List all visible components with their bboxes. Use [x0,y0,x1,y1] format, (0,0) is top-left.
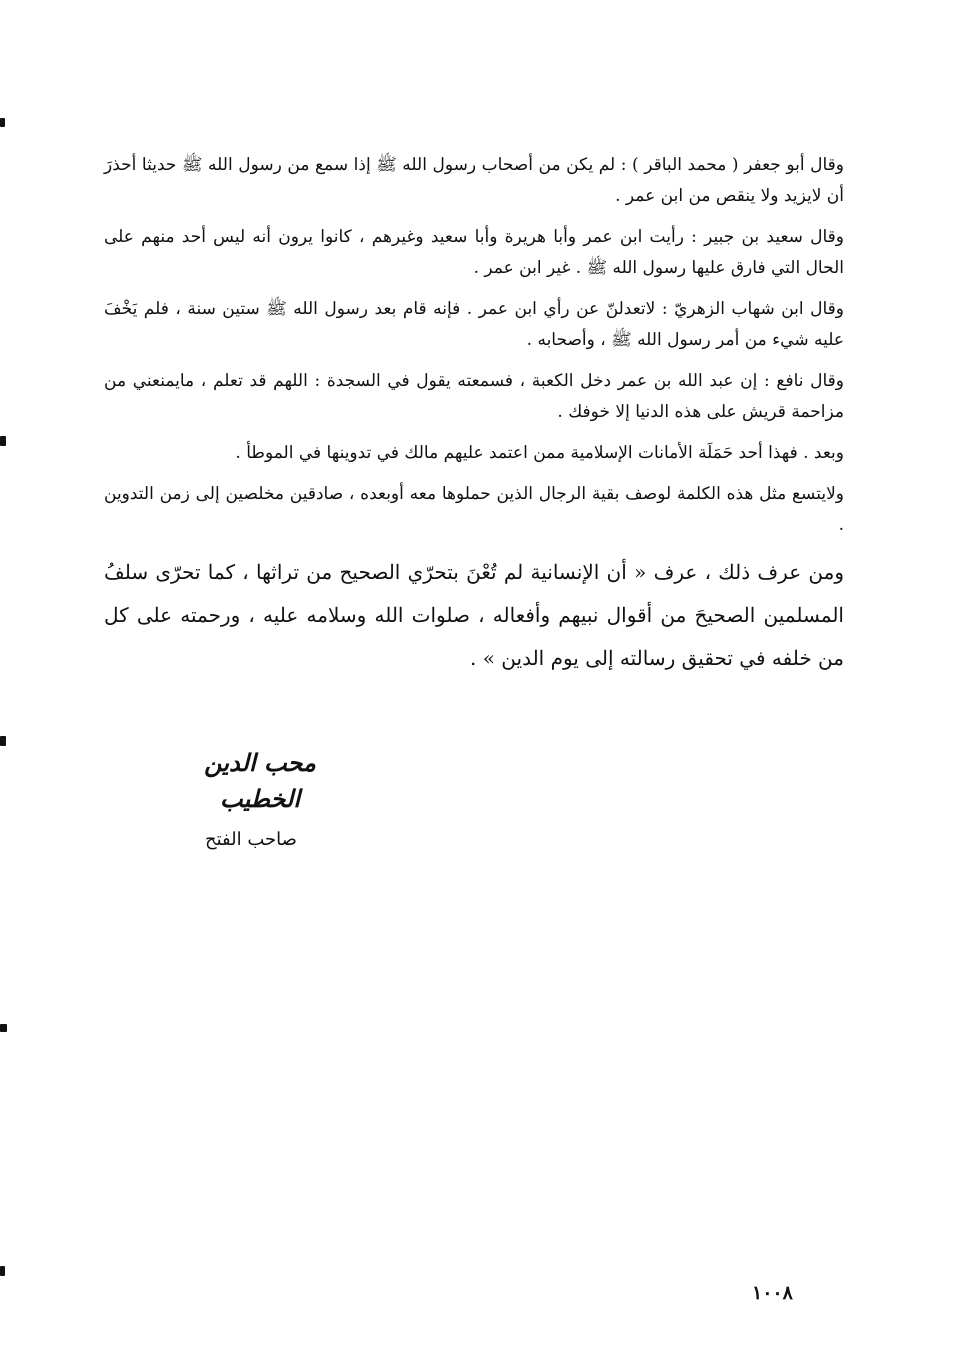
paragraph-ibn-shihab: وقال ابن شهاب الزهريّ : لاتعدلنّ عن رأي ابن عمر . فإنه قام بعد رسول الله ﷺ ستين سنة ، فلم يَخْفَ عليه شيء من أمر رسول الله ﷺ ، وأصحابه . [104,299,844,350]
paragraph-wa-bad: وبعد . فهذا أحد حَمَلَة الأمانات الإسلامية ممن اعتمد عليهم مالك في تدوينها في الموطأ . [235,443,844,463]
paragraph-abu-jafar: وقال أبو جعفر ( محمد الباقر ) : لم يكن من أصحاب رسول الله ﷺ إذا سمع من رسول الله ﷺ حديثا أحذرَ أن لايزيد ولا ينقص من ابن عمر . [104,155,844,206]
paragraph-nafi: وقال نافع : إن عبد الله بن عمر دخل الكعبة ، فسمعته يقول في السجدة : اللهم قد تعلم ، مايمنعني من مزاحمة قريش على هذه الدنيا إلا خوفك . [104,371,844,422]
scan-edge-mark [0,118,5,127]
signature-name: محب الدين الخطيب [204,748,316,813]
closing-paragraph: ومن عرف ذلك ، عرف « أن الإنسانية لم تُعْنَ بتحرّي الصحيح من تراثها ، كما تحرّى سلفُ المسلمين الصحيحَ من أقوال نبيهم وأفعاله ، صلوات الله وسلامه عليه ، ورحمته على كل من خلفه في تحقيق رسالته إلى يوم الدين » . [104,560,844,670]
paragraph-la-yattasi: ولايتسع مثل هذه الكلمة لوصف بقية الرجال الذين حملوها معه أوبعده ، صادقين مخلصين إلى زمن التدوين . [104,484,844,535]
body-text [104,150,844,680]
scan-edge-mark [0,736,6,746]
scan-edge-mark [0,1266,5,1276]
scan-edge-mark [0,1024,7,1032]
signature-block [175,745,345,855]
page-number: ١٠٠٨ [752,1282,793,1304]
scan-edge-mark [0,436,6,446]
signature-title: صاحب الفتح [205,829,297,850]
paragraph-said-ibn-jubayr: وقال سعيد بن جبير : رأيت ابن عمر وأبا هريرة وأبا سعيد وغيرهم ، كانوا يرون أنه ليس أحد منهم على الحال التي فارق عليها رسول الله ﷺ . غير ابن عمر . [104,227,844,278]
